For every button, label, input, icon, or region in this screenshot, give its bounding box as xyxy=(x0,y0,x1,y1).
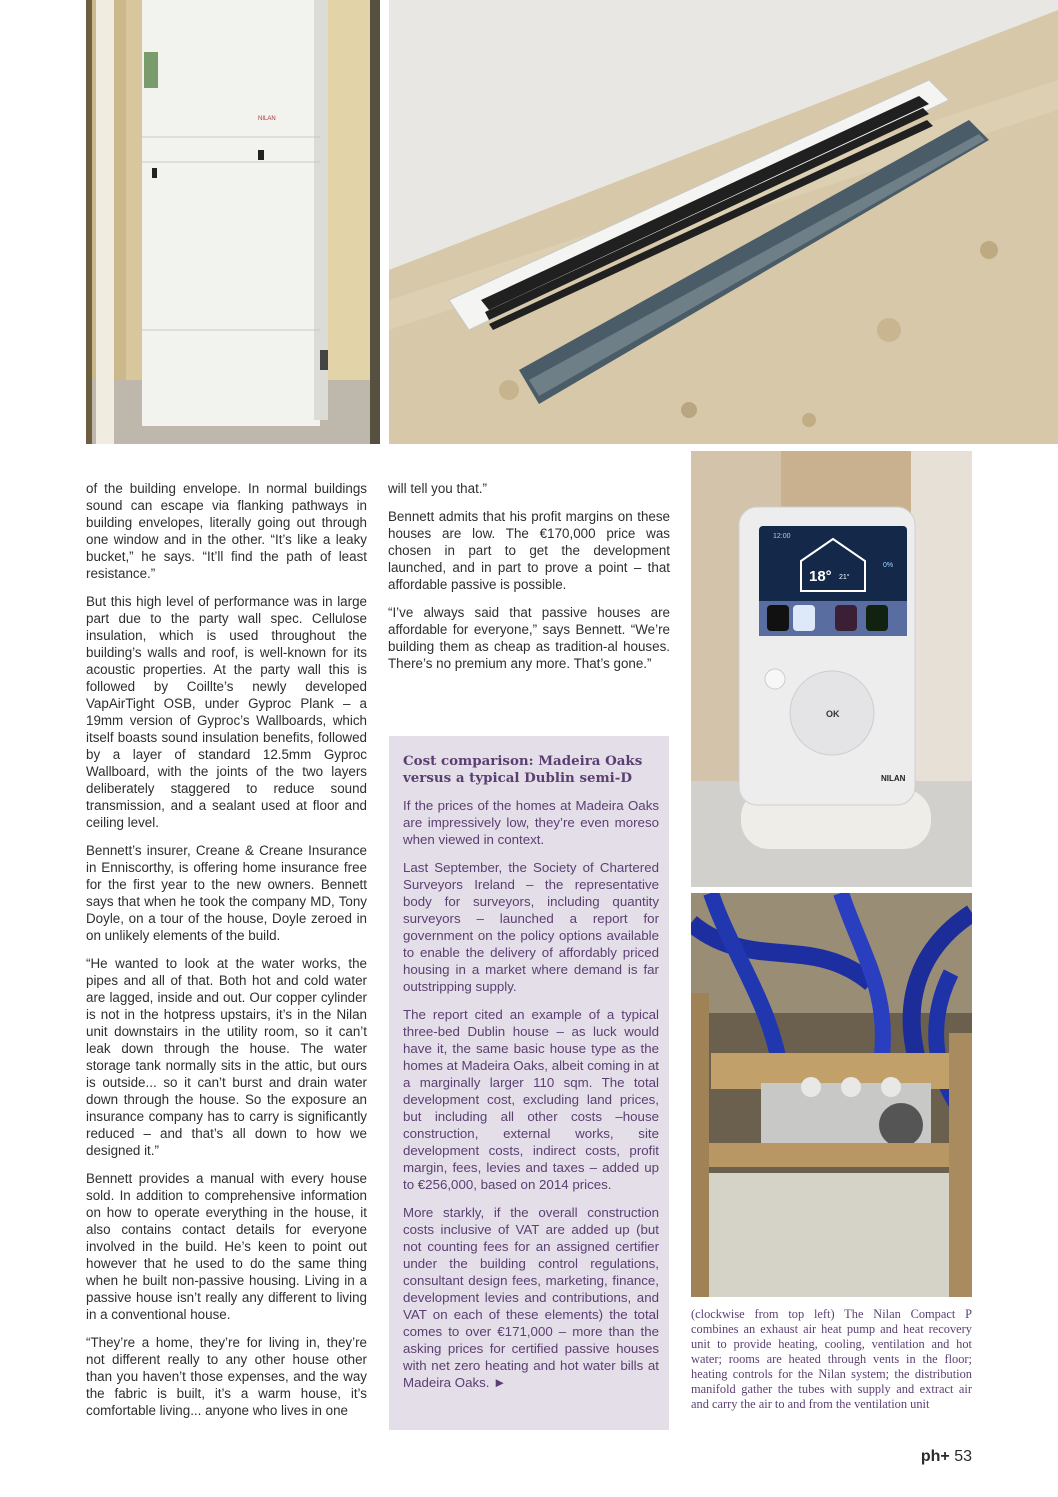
unit-brand-label: NILAN xyxy=(258,116,276,122)
controller-temperature: 18° xyxy=(809,568,832,585)
article-column-left xyxy=(86,480,367,1430)
cost-comparison-sidebar xyxy=(389,736,669,1430)
paragraph: But this high level of performance was in large part due to the party wall spec. Cellulose insulation, which is used throughout the building’s walls and roof, is well-known for its acoustic properties. At the party wall this is followed by Coillte’s newly developed VapAirTight OSB, under Gyproc Plank – a 19mm version of Gyproc’s Wallboards, which itself boasts sound insulation benefits, followed by a layer of standard 12.5mm Gyproc Wallboard, with the joints of the two layers deliberately staggered to reduce sound transmission, and a sealant used at floor and ceiling level. xyxy=(86,594,367,830)
paragraph: Bennett’s insurer, Creane & Creane Insurance in Enniscorthy, is offering home insurance free for the first year to the new owners. Bennett says that when he took the company MD, Tony Doyle, on a tour of the house, Doyle zeroed in on unlikely elements of the build. xyxy=(86,843,367,943)
paragraph: will tell you that.” xyxy=(388,481,487,496)
sidebar-paragraph: Last September, the Society of Chartered Surveyors Ireland – the representative body for surveyors, including quantity surveyors – launched a report for government on the policy options available to enable the delivery of affordably priced housing in a market where demand is far outstripping supply. xyxy=(403,860,659,994)
controller-time: 12:00 xyxy=(773,533,791,540)
magazine-name: ph+ xyxy=(920,1448,950,1465)
photo-mvhr-unit xyxy=(86,0,380,444)
paragraph: of the building envelope. In normal buildings sound can escape via flanking pathways in building envelopes, literally going out through one window and in the other. “It’s like a leaky bucket,” he says. “It’ll find the path of least resistance.” xyxy=(86,481,367,581)
page-folio xyxy=(921,1448,972,1466)
photo-controller xyxy=(691,451,972,887)
paragraph: “They’re a home, they’re for living in, they’re not different really to any other house other than you haven’t those expenses, and the way the fabric is built, it’s a warm house, it’s comfortable living... anyone who lives in one xyxy=(86,1335,367,1418)
photo-caption: (clockwise from top left) The Nilan Compact P combines an exhaust air heat pump and heat recovery unit to provide heating, cooling, ventilation and hot water; rooms are heated through vents in the floor; heating controls for the Nilan system; the distribution manifold gather the tubes with supply and extract air and carry the air to and from the ventilation unit xyxy=(691,1307,972,1411)
paragraph: “I’ve always said that passive houses are affordable for everyone,” says Bennett. “We’re building them as cheap as tradition-al houses. There’s no premium any more. That’s gone.” xyxy=(388,605,670,671)
sidebar-paragraph: The report cited an example of a typical three-bed Dublin house – as luck would have it, the same basic house type as the homes at Madeira Oaks, albeit coming in at a marginally larger 110 sqm. The total development cost, excluding land prices, but including all other costs –house construction, external works, site development costs, indirect costs, profit margin, fees, levies and taxes – added up to €256,000, based on 2014 prices. xyxy=(403,1007,659,1192)
page-number: 53 xyxy=(954,1448,972,1465)
sidebar-paragraph: If the prices of the homes at Madeira Oaks are impressively low, they’re even moreso when viewed in context. xyxy=(403,798,659,847)
sidebar-paragraph: More starkly, if the overall construction costs inclusive of VAT are added up (but not counting fees for an assigned certifier under the building control regulations, consultant design fees, marketing, finance, development levies and contributions, and VAT on each of these elements) the total comes to over €171,000 – more than the asking prices for certified passive houses with net zero heating and hot water bills at Madeira Oaks. ► xyxy=(403,1205,659,1390)
paragraph: Bennett provides a manual with every house sold. In addition to comprehensive information on how to operate everything in the house, it also contains contact details for everyone involved in the build. He’s keen to point out however that he used to do the same thing when he built non-passive housing. Living in a passive house isn’t really any different to living in a conventional house. xyxy=(86,1171,367,1322)
controller-set-temperature: 21° xyxy=(839,574,850,581)
photo-manifold xyxy=(691,893,972,1297)
paragraph: “He wanted to look at the water works, the pipes and all of that. Both hot and cold water are lagged, inside and out. Our copper cylinder is not in the hotpress upstairs, it’s in the Nilan unit downstairs in the utility room, so it can’t leak down through the house. The water storage tank normally sits in the attic, but ours is outside... so it can’t burst and drain water down through the house. So the exposure an insurance company has to carry is significantly reduced – and that’s all down to how we designed it.” xyxy=(86,956,367,1158)
paragraph: Bennett admits that his profit margins on these houses are low. The €170,000 price was chosen in part to get the development launched, and in part to prove a point – that affordable passive is possible. xyxy=(388,509,670,592)
controller-humidity: 0% xyxy=(883,562,894,569)
controller-brand: NILAN xyxy=(881,774,906,783)
sidebar-title: Cost comparison: Madeira Oaks versus a typical Dublin semi-D xyxy=(403,753,643,786)
photo-floor-vent xyxy=(389,0,1058,444)
controller-ok: OK xyxy=(826,709,840,719)
article-column-middle xyxy=(388,480,670,683)
